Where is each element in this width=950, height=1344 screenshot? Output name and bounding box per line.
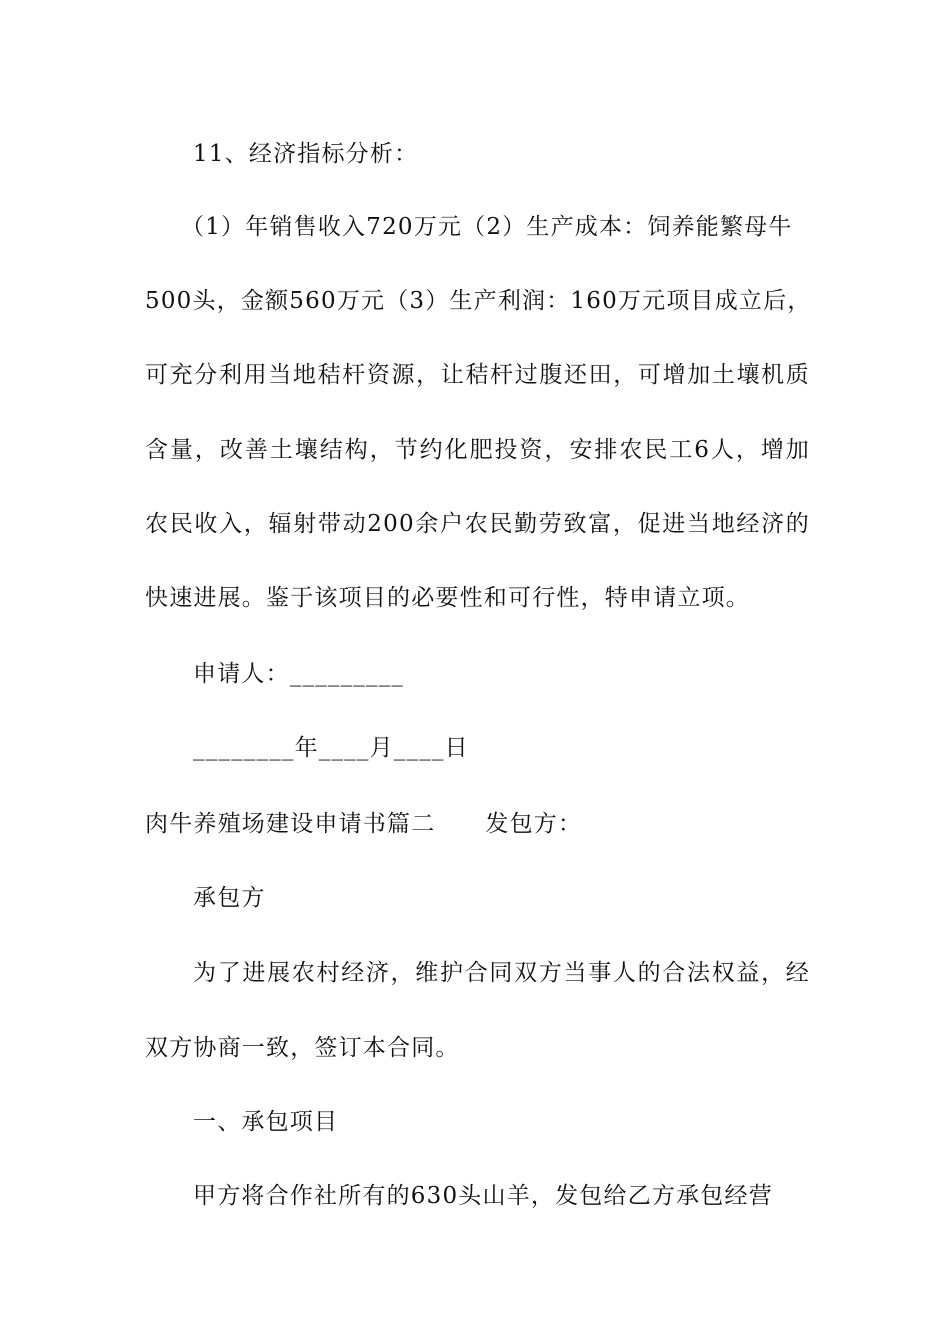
section-heading: 11、经济指标分析：: [193, 141, 419, 167]
part-two-title: 肉牛养殖场建设申请书篇二: [145, 811, 436, 837]
paragraph-line-3: 可充分利用当地秸杆资源，让秸杆过腹还田，可增加土壤机质: [145, 362, 810, 388]
applicant-line: 申请人：_________: [193, 661, 405, 687]
paragraph-line-4: 含量，改善土壤结构，节约化肥投资，安排农民工6人，增加: [145, 437, 810, 463]
intro-line-2: 双方协商一致，签订本合同。: [145, 1035, 460, 1061]
intro-line-1: 为了进展农村经济，维护合同双方当事人的合法权益，经: [193, 960, 810, 986]
issuer-label: 发包方：: [485, 811, 583, 837]
paragraph-line-2: 500头，金额560万元（3）生产利润：160万元项目成立后，: [145, 288, 812, 314]
paragraph-line-1: （1）年销售收入720万元（2）生产成本：饲养能繁母牛: [181, 214, 793, 240]
paragraph-line-5: 农民收入，辐射带动200余户农民勤劳致富，促进当地经济的: [145, 511, 810, 537]
part-two-title-row: [145, 810, 582, 838]
date-line: ________年____月____日: [193, 735, 469, 761]
item-one-heading: 一、承包项目: [193, 1109, 339, 1135]
contractor-label: 承包方: [193, 885, 266, 911]
item-one-text: 甲方将合作社所有的630头山羊，发包给乙方承包经营: [193, 1183, 773, 1209]
paragraph-line-6: 快速进展。鉴于该项目的必要性和可行性，特申请立项。: [145, 585, 750, 611]
